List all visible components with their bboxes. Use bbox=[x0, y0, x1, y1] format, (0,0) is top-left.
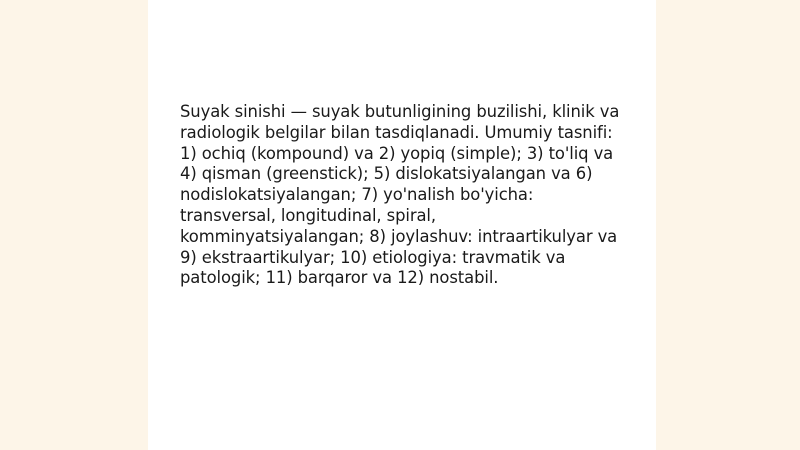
text-line: 1) ochiq (kompound) va 2) yopiq (simple); 3) to'liq va bbox=[180, 143, 614, 163]
text-line: Suyak sinishi — suyak butunligining buzilishi, klinik va bbox=[180, 102, 620, 121]
text-line: transversal, longitudinal, spiral, bbox=[180, 205, 436, 225]
text-line: komminyatsiyalangan; 8) joylashuv: intraartikulyar va bbox=[180, 226, 618, 246]
text-line: 9) ekstraartikulyar; 10) etiologiya: travmatik va bbox=[180, 247, 566, 267]
document-sheet bbox=[148, 0, 656, 450]
text-line: nodislokatsiyalangan; 7) yo'nalish bo'yicha: bbox=[180, 185, 534, 205]
body-paragraph bbox=[180, 102, 640, 289]
text-line: radiologik belgilar bilan tasdiqlanadi. Umumiy tasnifi: bbox=[180, 122, 613, 142]
text-line: 4) qisman (greenstick); 5) dislokatsiyalangan va 6) bbox=[180, 164, 593, 184]
text-line: patologik; 11) barqaror va 12) nostabil. bbox=[180, 268, 499, 288]
